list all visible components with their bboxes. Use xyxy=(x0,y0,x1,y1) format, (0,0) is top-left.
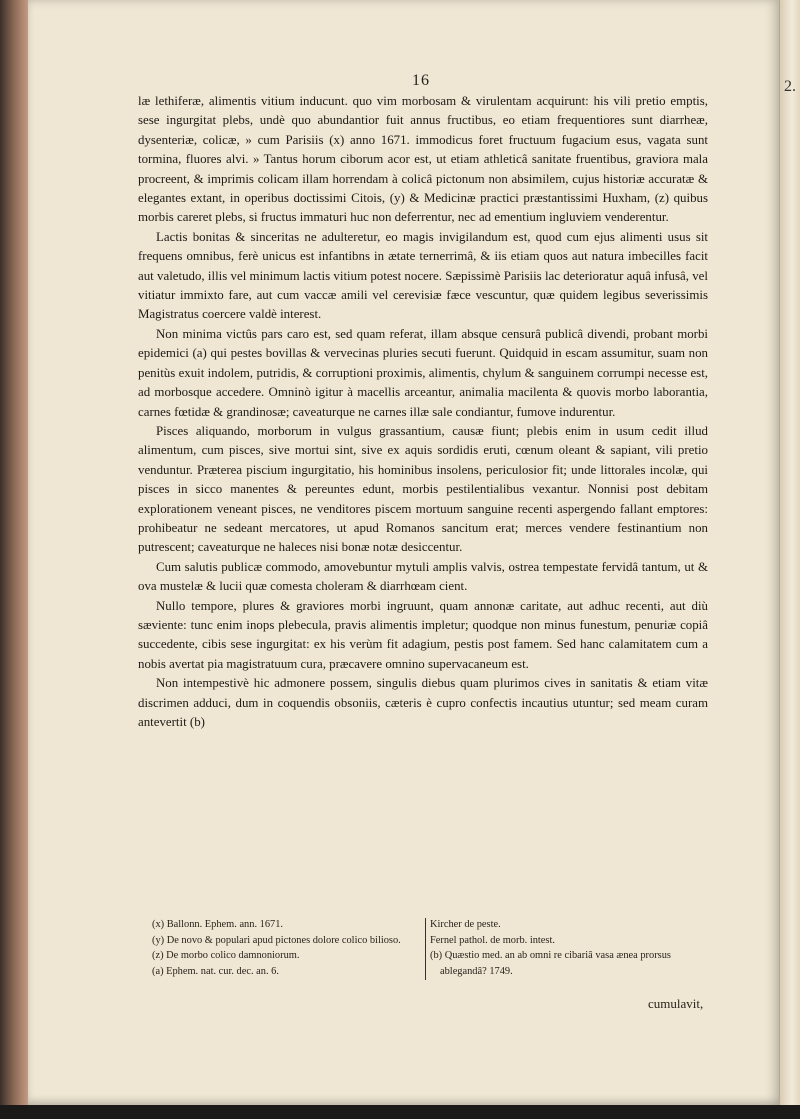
margin-mark: 2. xyxy=(784,78,796,95)
footnotes-left-column xyxy=(152,917,422,979)
paragraph: Pisces aliquando, morborum in vulgus grassantium, causæ fiunt; plebis enim in usum cedit illud alimentum, cum pisces, sive mortui sint, sive ex aquis sordidis eruti, cœnum oleant & sapiant, vili pretio venduntur. Præterea piscium ingurgitatio, his hominibus insolens, periculosior fit; unde littorales incolæ, qui pisces in sicco manentes & pereuntes edunt, morbis pestilentialibus vexantur. Nonnisi post debitam explorationem veneant pisces, ne venditores piscem mortuum sanguine recenti aspergendo fallant emptores: prohibeatur ne sedeant mercatores, ut apud Romanos sancitum erat; merces vendere festinantium non putrescent; caveaturque ne haleces nisi bonæ notæ desiccentur. xyxy=(138,423,708,555)
scan-bottom-border xyxy=(0,1105,800,1119)
footnote: Fernel pathol. de morb. intest. xyxy=(430,934,555,946)
footnote: (z) De morbo colico damnoniorum. xyxy=(152,950,300,961)
main-text-block xyxy=(138,92,708,732)
footnote-column-divider xyxy=(425,918,426,980)
page-number: 16 xyxy=(412,72,430,89)
footnote: Kircher de peste. xyxy=(430,919,501,930)
paragraph: Non intempestivè hic admonere possem, singulis diebus quam plurimos cives in sanitatis & etiam vitæ discrimen adduci, dum in coquendis obsoniis, cæteris è cupro confectis incautius utuntur; sed meam curam antevertit (b) xyxy=(138,676,708,729)
footnote: (x) Ballonn. Ephem. ann. 1671. xyxy=(152,919,284,930)
paragraph: Lactis bonitas & sinceritas ne adulteretur, eo magis invigilandum est, quod cum ejus alimenti usus sit frequens omnibus, ferè unicus est infantibns in ætate ternerrimâ, & iis etiam quos aut natura imbecilles facit aut valetudo, illis vel minimum lactis vitium potest nocere. Sæpissimè Parisiis lac deterioratur aquâ infusâ, vel vitiatur immixto fare, aut cum vaccæ amili vel cerevisiæ fæce vescuntur, quæ quidem legibus severissimis Magistratus coercere valdè interest. xyxy=(138,229,708,322)
catchword: cumulavit, xyxy=(648,996,704,1011)
book-gutter-edge xyxy=(0,0,28,1119)
footnote: (b) Quæstio med. an ab omni re cibariâ vasa ænea prorsus ablegandâ? 1749. xyxy=(430,950,671,977)
paragraph: Cum salutis publicæ commodo, amovebuntur mytuli amplis valvis, ostrea tempestate fervidâ tantum, ut & ova mustelæ & lucii quæ comesta choleram & diarrhœam cient. xyxy=(138,559,708,594)
footnote: (a) Ephem. nat. cur. dec. an. 6. xyxy=(152,965,279,977)
next-page-edge xyxy=(779,0,800,1119)
footnote: (y) De novo & populari apud pictones dolore colico bilioso. xyxy=(152,934,401,946)
paragraph: Non minima victûs pars caro est, sed quam referat, illam absque censurâ publicâ divendi, probant morbi epidemici (a) qui pestes bovillas & vervecinas pluries secuti fuerunt. Quidquid in escam assumitur, suam non penitùs exuit indolem, putridis, & corruptioni proximis, alimentis, chylum & sanguinem corrumpi necesse est, ad morbosque accedere. Omninò igitur à macellis arceantur, animalia macilenta & quovis morbo laborantia, carnes fœtidæ & grandinosæ; caveaturque ne carnes illæ sale condiantur, fumove indurentur. xyxy=(138,326,708,419)
paragraph: Nullo tempore, plures & graviores morbi ingruunt, quam annonæ caritate, aut adhuc recenti, aut diù sæviente: tunc enim inops plebecula, pravis alimentis impletur; quodque non minus funestum, penuriæ copiâ succedente, cibis sese ingurgitat: ex his verùm fit adagium, pestis post famem. Sed hanc calamitatem cum a nobis avertat pia magistratuum cura, præcavere omnino supervacaneum est. xyxy=(138,598,708,671)
footnotes-right-column xyxy=(430,917,708,979)
paragraph: læ lethiferæ, alimentis vitium inducunt. quo vim morbosam & virulentam acquirunt: his vili pretio emptis, sese ingurgitat plebs, undè quo abundantior fuit annus fructibus, eo etiam frequentiores sunt diarrheæ, dysenteriæ, colicæ, » cum Parisiis (x) anno 1671. immodicus foret fructuum fugacium esus, vagata sunt tormina, fluores alvi. » Tantus horum ciborum acor est, ut etiam athleticâ sanitate fruentibus, graviora mala procreent, & imprimis colicam illam horrendam à colicâ pictonum non absimilem, cujus historiæ accuratæ & elegantes extant, in operibus doctissimi Citois, (y) & Medicinæ practici præstantissimi Huxham, (z) quibus morbis careret plebs, si fructus immaturi huc non deferrentur, nec ad ementium ingluviem venderentur. xyxy=(138,94,708,225)
